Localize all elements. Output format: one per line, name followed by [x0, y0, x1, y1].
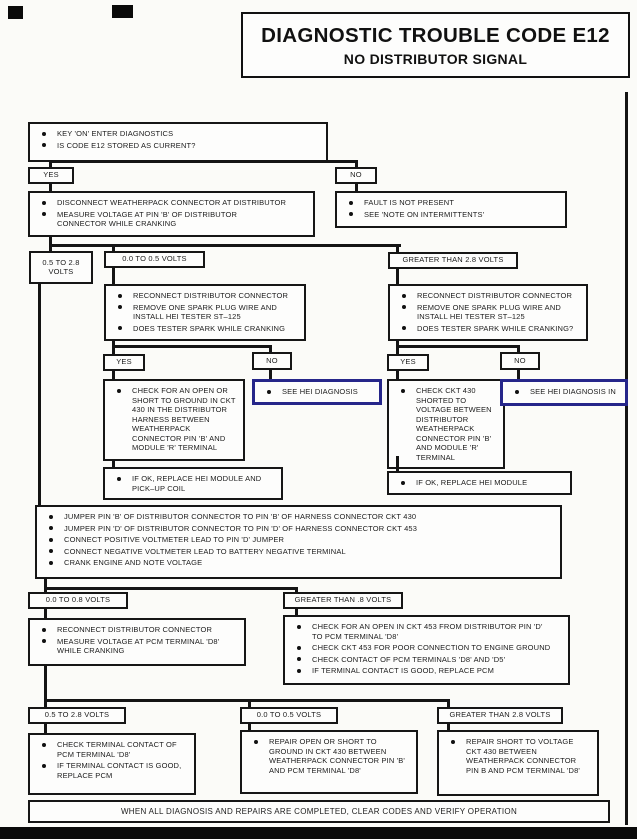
bullet-row: [394, 478, 564, 488]
bullet-row: [42, 547, 554, 557]
connector: [112, 345, 272, 348]
bullet-row: [111, 291, 298, 301]
bullet-icon: [515, 390, 519, 394]
bullet-text: JUMPER PIN 'B' OF DISTRIBUTOR CONNECTOR TO PIN 'B' OF HARNESS CONNECTOR CKT 430: [64, 512, 417, 521]
bullet-row: [290, 622, 562, 641]
connector: [396, 345, 520, 348]
bullet-row: [42, 524, 554, 534]
bullet-row: [394, 386, 497, 462]
bullet-row: [35, 740, 188, 759]
bullet-text: KEY 'ON' ENTER DIAGNOSTICS: [57, 129, 174, 138]
flow-node-measure-pcm: [28, 618, 246, 666]
bullet-icon: [49, 538, 53, 542]
bullet-icon: [49, 515, 53, 519]
bullet-row: [395, 324, 580, 334]
bullet-row: [110, 386, 237, 453]
label-yes-2: YES: [103, 354, 145, 371]
bullet-row: [35, 761, 188, 780]
bullet-icon: [49, 549, 53, 553]
bullet-text: DISCONNECT WEATHERPACK CONNECTOR AT DISTRIBUTOR: [57, 198, 287, 207]
bullet-text: SEE HEI DIAGNOSIS: [282, 387, 358, 396]
bullet-text: DOES TESTER SPARK WHILE CRANKING: [133, 323, 286, 333]
bullet-text: CHECK TERMINAL CONTACT OF PCM TERMINAL 'D8': [57, 740, 177, 759]
bullet-icon: [49, 561, 53, 565]
flow-node-see-hei-diagnosis-high: [500, 379, 628, 406]
flow-node-see-hei-diagnosis-low: [252, 379, 382, 405]
flow-node-repair-open-short: [240, 730, 418, 794]
bullet-row: [290, 643, 562, 653]
bullet-icon: [117, 389, 121, 393]
bullet-text: CRANK ENGINE AND NOTE VOLTAGE: [64, 558, 203, 567]
bullet-icon: [42, 628, 46, 632]
flow-node-if-ok-high: [387, 471, 572, 495]
bullet-row: [35, 625, 238, 635]
bullet-row: [35, 141, 320, 151]
flow-node-if-ok-low: [103, 467, 283, 500]
flow-node-spark-test-high: [388, 284, 588, 341]
bullet-icon: [42, 201, 46, 205]
flow-node-start: [28, 122, 328, 162]
page-right-border: [625, 92, 628, 825]
bullet-icon: [349, 212, 353, 216]
label-bottom-voltage-05-28: 0.5 TO 2.8 VOLTS: [28, 707, 126, 724]
connector: [44, 699, 450, 702]
bullet-icon: [297, 669, 301, 673]
connector: [44, 587, 298, 590]
page-subtitle: NO DISTRIBUTOR SIGNAL: [343, 50, 528, 67]
bullet-row: [395, 303, 580, 322]
bullet-icon: [349, 201, 353, 205]
bullet-text: REMOVE ONE SPARK PLUG WIRE AND INSTALL HEI TESTER ST–125: [417, 302, 561, 321]
connector: [396, 456, 399, 472]
bullet-icon: [118, 294, 122, 298]
bullet-text: RECONNECT DISTRIBUTOR CONNECTOR: [417, 291, 573, 300]
page-bottom-bar: [0, 827, 637, 839]
flow-node-repair-short-voltage: [437, 730, 599, 796]
page-title: DIAGNOSTIC TROUBLE CODE E12: [261, 23, 610, 47]
bullet-icon: [42, 132, 46, 136]
flow-node-jumper-steps: [35, 505, 562, 579]
title-box: [241, 12, 630, 78]
bullet-text: FAULT IS NOT PRESENT: [364, 198, 455, 207]
bullet-text: MEASURE VOLTAGE AT PIN 'B' OF DISTRIBUTOR CONNECTOR WHILE CRANKING: [57, 209, 238, 228]
flow-node-pcm-terminal-contact: [28, 733, 196, 795]
bullet-icon: [42, 639, 46, 643]
label-yes-1: YES: [28, 167, 74, 184]
bullet-icon: [42, 743, 46, 747]
bullet-icon: [254, 740, 258, 744]
bullet-row: [290, 666, 562, 676]
bullet-icon: [42, 212, 46, 216]
bullet-text: IS CODE E12 STORED AS CURRENT?: [57, 140, 196, 150]
bullet-icon: [297, 657, 301, 661]
label-no-3: NO: [500, 352, 540, 370]
connector: [49, 160, 358, 163]
bullet-icon: [118, 326, 122, 330]
connector: [112, 267, 115, 285]
scan-artifact: [112, 5, 133, 18]
connector: [44, 665, 47, 702]
bullet-text: CHECK FOR AN OPEN OR SHORT TO GROUND IN CKT 430 IN THE DISTRIBUTOR HARNESS BETWEEN WEATHERPACK CONNECTOR PIN 'B' AND MODULE 'R' TERMINAL: [132, 386, 236, 452]
footer-note: WHEN ALL DIAGNOSIS AND REPAIRS ARE COMPLETED, CLEAR CODES AND VERIFY OPERATION: [28, 800, 610, 823]
bullet-row: [342, 198, 559, 208]
bullet-text: REPAIR OPEN OR SHORT TO GROUND IN CKT 430 BETWEEN WEATHERPACK CONNECTOR PIN 'B' AND PCM TERMINAL 'D8': [269, 737, 405, 775]
bullet-text: DOES TESTER SPARK WHILE CRANKING?: [417, 323, 574, 333]
bullet-icon: [401, 481, 405, 485]
bullet-row: [42, 558, 554, 568]
label-bottom-voltage-00-05: 0.0 TO 0.5 VOLTS: [240, 707, 338, 724]
bullet-text: MEASURE VOLTAGE AT PCM TERMINAL 'D8' WHILE CRANKING: [57, 636, 220, 655]
flow-node-spark-test-low: [104, 284, 306, 341]
bullet-row: [444, 737, 591, 775]
flow-node-disconnect-measure: [28, 191, 315, 237]
bullet-text: REMOVE ONE SPARK PLUG WIRE AND INSTALL HEI TESTER ST–125: [133, 302, 277, 321]
bullet-row: [260, 387, 373, 397]
label-bottom-voltage-gt-28: GREATER THAN 2.8 VOLTS: [437, 707, 563, 724]
bullet-row: [342, 210, 559, 220]
bullet-row: [42, 512, 554, 522]
bullet-text: CHECK FOR AN OPEN IN CKT 453 FROM DISTRIBUTOR PIN 'D' TO PCM TERMINAL 'D8': [312, 622, 543, 641]
bullet-icon: [402, 294, 406, 298]
bullet-icon: [297, 646, 301, 650]
bullet-text: CHECK CKT 453 FOR POOR CONNECTION TO ENGINE GROUND: [312, 643, 551, 652]
bullet-icon: [297, 625, 301, 629]
bullet-text: REPAIR SHORT TO VOLTAGE CKT 430 BETWEEN WEATHERPACK CONNECTOR PIN B AND PCM TERMINAL 'D8': [466, 737, 581, 775]
bullet-icon: [451, 740, 455, 744]
bullet-text: CHECK CKT 430 SHORTED TO VOLTAGE BETWEEN DISTRIBUTOR WEATHERPACK CONNECTOR PIN 'B' AND MODULE 'R' TERMINAL: [416, 386, 492, 462]
bullet-icon: [267, 390, 271, 394]
connector: [49, 244, 401, 247]
bullet-text: JUMPER PIN 'D' OF DISTRIBUTOR CONNECTOR TO PIN 'D' OF HARNESS CONNECTOR CKT 453: [64, 523, 418, 533]
bullet-icon: [402, 326, 406, 330]
bullet-row: [290, 655, 562, 665]
bullet-text: SEE 'NOTE ON INTERMITTENTS': [364, 209, 485, 219]
flow-node-ckt453-checks: [283, 615, 570, 685]
bullet-row: [42, 535, 554, 545]
bullet-text: IF OK, REPLACE HEI MODULE: [416, 478, 528, 487]
flow-node-check-open-short: [103, 379, 245, 461]
bullet-text: RECONNECT DISTRIBUTOR CONNECTOR: [57, 625, 213, 634]
bullet-text: CHECK CONTACT OF PCM TERMINALS 'D8' AND 'D5': [312, 654, 506, 664]
bullet-row: [111, 303, 298, 322]
connector: [396, 268, 399, 285]
bullet-icon: [117, 477, 121, 481]
bullet-row: [247, 737, 410, 775]
label-voltage-00-05: 0.0 TO 0.5 VOLTS: [104, 251, 205, 268]
bullet-text: IF TERMINAL CONTACT IS GOOD, REPLACE PCM: [312, 666, 494, 675]
flow-node-check-short-voltage: [387, 379, 505, 469]
bullet-row: [35, 129, 320, 139]
bullet-text: CONNECT NEGATIVE VOLTMETER LEAD TO BATTERY NEGATIVE TERMINAL: [64, 546, 346, 556]
label-no-2: NO: [252, 352, 292, 370]
bullet-text: IF OK, REPLACE HEI MODULE AND PICK–UP COIL: [132, 474, 262, 493]
bullet-icon: [118, 305, 122, 309]
label-voltage-00-08: 0.0 TO 0.8 VOLTS: [28, 592, 128, 609]
bullet-icon: [401, 389, 405, 393]
label-yes-3: YES: [387, 354, 429, 371]
bullet-text: CONNECT POSITIVE VOLTMETER LEAD TO PIN 'D' JUMPER: [64, 535, 285, 544]
bullet-text: IF TERMINAL CONTACT IS GOOD, REPLACE PCM: [57, 761, 182, 780]
label-voltage-gt-08: GREATER THAN .8 VOLTS: [283, 592, 403, 609]
label-voltage-05-28: 0.5 TO 2.8 VOLTS: [29, 251, 93, 284]
bullet-icon: [42, 764, 46, 768]
bullet-text: SEE HEI DIAGNOSIS IN: [530, 387, 616, 396]
bullet-row: [35, 637, 238, 656]
bullet-row: [395, 291, 580, 301]
bullet-text: RECONNECT DISTRIBUTOR CONNECTOR: [133, 291, 289, 300]
label-no-1: NO: [335, 167, 377, 184]
flow-node-fault-not-present: [335, 191, 567, 228]
bullet-row: [508, 387, 619, 397]
bullet-row: [35, 210, 307, 229]
bullet-icon: [49, 526, 53, 530]
bullet-icon: [402, 305, 406, 309]
bullet-icon: [42, 143, 46, 147]
bullet-row: [111, 324, 298, 334]
scan-artifact: [8, 6, 23, 19]
label-voltage-gt-28: GREATER THAN 2.8 VOLTS: [388, 252, 518, 269]
connector: [38, 283, 41, 507]
bullet-row: [35, 198, 307, 208]
bullet-row: [110, 474, 275, 493]
